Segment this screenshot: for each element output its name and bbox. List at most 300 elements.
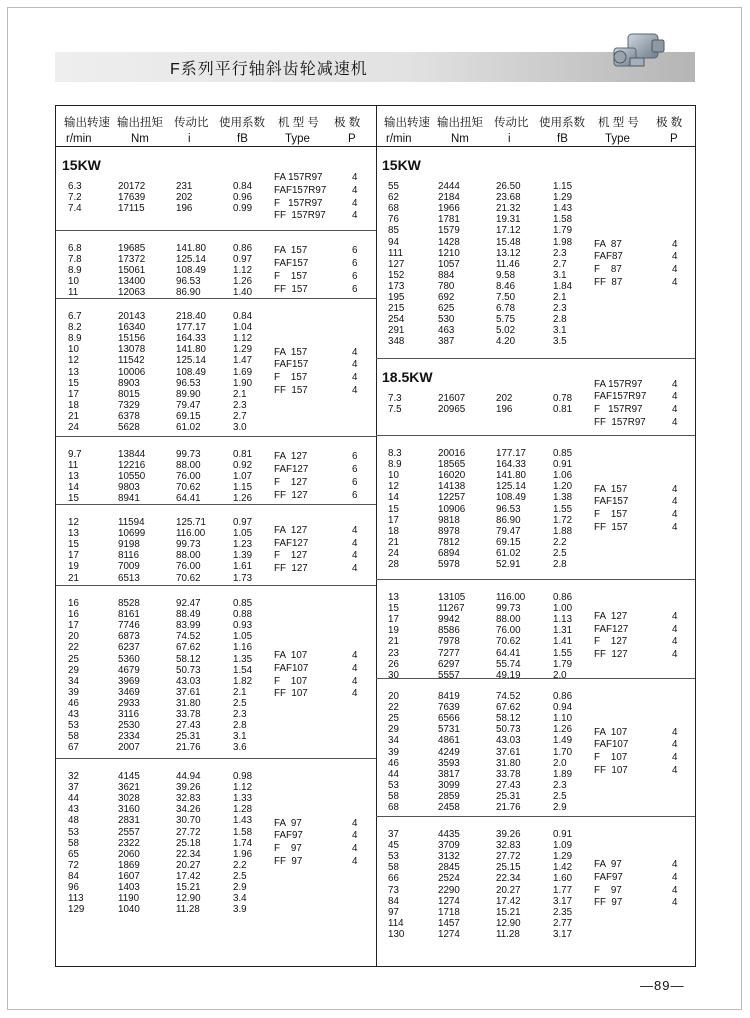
speed-cell: 97: [388, 906, 399, 918]
poles-cell: 4: [352, 359, 358, 371]
poles-cell: 4: [352, 210, 358, 222]
ratio-cell: 33.78: [176, 709, 201, 720]
torque-cell: 20016: [438, 448, 466, 459]
poles-cell: 4: [672, 858, 678, 870]
table-row: [56, 400, 376, 411]
model-type-cell: FF 127: [274, 563, 308, 575]
unit-torque: Nm: [131, 133, 149, 145]
type-row: [376, 264, 695, 275]
speed-cell: 19: [388, 625, 399, 637]
speed-cell: 17: [388, 614, 399, 626]
table-header-right: [376, 106, 695, 147]
service-factor-cell: 1.60: [553, 873, 573, 885]
table-row: [376, 802, 695, 813]
model-type-cell: FA 107: [274, 650, 308, 662]
ratio-cell: 74.52: [176, 631, 201, 643]
model-type-cell: FAF97: [594, 871, 623, 883]
poles-cell: 4: [352, 817, 358, 829]
service-factor-cell: 1.96: [233, 848, 253, 860]
service-factor-cell: 1.12: [233, 782, 253, 794]
speed-cell: 195: [388, 292, 405, 303]
type-row: [376, 897, 695, 908]
torque-cell: 16020: [438, 470, 466, 482]
torque-cell: 17115: [118, 203, 145, 215]
service-factor-cell: 0.86: [233, 243, 253, 254]
table-row: [376, 537, 695, 548]
type-row: [56, 563, 376, 574]
service-factor-cell: 1.07: [233, 471, 253, 483]
service-factor-cell: 0.94: [553, 702, 573, 714]
speed-cell: 18: [68, 399, 79, 411]
type-row: [56, 372, 376, 383]
model-type-cell: FAF127: [594, 623, 629, 635]
table-row: [376, 829, 695, 840]
header-ratio: 传动比: [494, 117, 529, 129]
table-row: [376, 659, 695, 670]
poles-cell: 6: [352, 270, 358, 282]
ratio-cell: 50.73: [176, 664, 201, 676]
service-factor-cell: 0.85: [553, 448, 573, 459]
service-factor-cell: 1.13: [553, 614, 573, 626]
table-row: [376, 325, 695, 336]
speed-cell: 58: [68, 731, 79, 743]
service-factor-cell: 3.17: [553, 895, 573, 907]
service-factor-cell: 1.28: [233, 804, 253, 816]
service-factor-cell: 2.2: [553, 536, 567, 548]
torque-cell: 1040: [118, 904, 140, 916]
ratio-cell: 25.31: [176, 731, 201, 743]
model-type-cell: F 157: [274, 270, 308, 282]
model-type-cell: FAF107: [274, 662, 309, 674]
torque-cell: 17639: [118, 192, 146, 204]
right-column: [376, 106, 695, 966]
service-factor-cell: 1.49: [553, 735, 573, 747]
speed-cell: 45: [388, 840, 399, 852]
speed-cell: 68: [388, 802, 399, 813]
table-row: [376, 702, 695, 713]
service-factor-cell: 2.0: [553, 669, 567, 681]
service-factor-cell: 0.91: [553, 459, 573, 471]
table-row: [376, 840, 695, 851]
speed-cell: 111: [388, 247, 403, 259]
header-type: 机 型 号: [278, 117, 319, 129]
table-row: [376, 225, 695, 236]
service-factor-cell: 2.8: [553, 314, 567, 326]
speed-cell: 7.2: [68, 192, 82, 204]
speed-cell: 11: [68, 460, 79, 472]
ratio-cell: 141.80: [176, 344, 206, 356]
speed-cell: 10: [388, 470, 399, 482]
service-factor-cell: 1.88: [553, 525, 573, 537]
table-row: [56, 573, 376, 584]
poles-cell: 4: [352, 662, 358, 674]
type-row: [376, 727, 695, 738]
type-row: [56, 477, 376, 488]
service-factor-cell: 1.00: [553, 603, 573, 615]
ratio-cell: 12.90: [176, 893, 201, 905]
torque-cell: 5557: [438, 669, 460, 681]
torque-cell: 6873: [118, 631, 140, 643]
speed-cell: 14: [68, 482, 79, 494]
ratio-cell: 96.53: [176, 276, 201, 288]
speed-cell: 94: [388, 236, 399, 248]
service-factor-cell: 1.12: [233, 265, 253, 277]
service-factor-cell: 2.1: [233, 686, 247, 698]
service-factor-cell: 2.9: [553, 802, 567, 813]
table-row: [56, 793, 376, 804]
service-factor-cell: 1.89: [553, 768, 573, 780]
torque-cell: 2557: [118, 826, 140, 838]
table-row: [376, 314, 695, 325]
header-service-factor: 使用系数: [219, 117, 265, 129]
poles-cell: 4: [672, 636, 678, 648]
speed-cell: 15: [388, 503, 399, 515]
unit-type: Type: [285, 133, 310, 145]
ratio-cell: 58.12: [176, 653, 201, 665]
service-factor-cell: 1.20: [553, 481, 573, 493]
torque-cell: 2290: [438, 884, 460, 896]
service-factor-cell: 1.26: [233, 493, 253, 505]
model-type-cell: F 127: [274, 476, 308, 488]
ratio-cell: 37.61: [176, 686, 201, 698]
torque-cell: 8978: [438, 525, 460, 537]
model-type-cell: F 97: [274, 843, 302, 855]
service-factor-cell: 1.79: [553, 225, 573, 237]
header-poles: 极 数: [334, 117, 361, 129]
ratio-cell: 64.41: [496, 647, 521, 659]
speed-cell: 114: [388, 917, 404, 929]
service-factor-cell: 2.35: [553, 906, 573, 918]
torque-cell: 8903: [118, 377, 140, 389]
torque-cell: 5978: [438, 559, 460, 570]
torque-cell: 1057: [438, 258, 460, 270]
table-row: [56, 771, 376, 782]
ratio-cell: 4.20: [496, 336, 516, 348]
service-factor-cell: 0.96: [233, 192, 253, 204]
torque-cell: 8419: [438, 691, 460, 702]
table-row: [56, 333, 376, 344]
type-row: [56, 538, 376, 549]
ratio-cell: 21.32: [496, 203, 521, 215]
ratio-cell: 92.47: [176, 598, 201, 609]
table-row: [376, 929, 695, 940]
torque-cell: 7009: [118, 561, 140, 573]
left-column: [56, 106, 377, 966]
torque-cell: 3709: [438, 840, 460, 852]
service-factor-cell: 2.5: [553, 790, 567, 802]
speed-cell: 6.8: [68, 243, 82, 254]
service-factor-cell: 1.54: [233, 664, 253, 676]
speed-cell: 25: [388, 713, 399, 725]
service-factor-cell: 1.05: [233, 528, 253, 540]
type-row: [376, 872, 695, 883]
poles-cell: 6: [352, 489, 358, 501]
torque-cell: 6513: [118, 572, 140, 584]
ratio-cell: 69.15: [496, 536, 521, 548]
speed-cell: 8.9: [388, 459, 402, 471]
table-row: [376, 592, 695, 603]
power-heading: 15KW: [382, 157, 421, 173]
table-header-left: [56, 106, 376, 147]
ratio-cell: 11.46: [496, 258, 520, 270]
speed-cell: 53: [388, 851, 399, 863]
poles-cell: 4: [672, 416, 678, 428]
speed-cell: 44: [388, 768, 399, 780]
service-factor-cell: 0.78: [553, 393, 573, 404]
ratio-cell: 177.17: [496, 448, 526, 459]
page-number: —89—: [640, 978, 685, 993]
speed-cell: 12: [68, 355, 79, 367]
speed-cell: 20: [388, 691, 399, 702]
table-row: [376, 336, 695, 347]
table-row: [56, 782, 376, 793]
type-row: [376, 251, 695, 262]
spec-block: [56, 147, 376, 230]
speed-cell: 10: [68, 276, 79, 288]
poles-cell: 4: [672, 871, 678, 883]
torque-cell: 12257: [438, 492, 466, 504]
type-row: [376, 885, 695, 896]
ratio-cell: 231: [176, 181, 193, 192]
ratio-cell: 125.14: [496, 481, 526, 493]
service-factor-cell: 2.1: [553, 292, 567, 303]
poles-cell: 6: [352, 283, 358, 295]
poles-cell: 4: [672, 521, 678, 533]
type-row: [56, 464, 376, 475]
service-factor-cell: 1.09: [553, 840, 573, 852]
type-row: [56, 688, 376, 699]
poles-cell: 4: [672, 764, 678, 776]
speed-cell: 48: [68, 815, 79, 827]
service-factor-cell: 2.5: [553, 547, 567, 559]
torque-cell: 10699: [118, 528, 146, 540]
service-factor-cell: 2.77: [553, 917, 573, 929]
type-row: [56, 550, 376, 561]
service-factor-cell: 0.98: [233, 771, 253, 782]
torque-cell: 884: [438, 269, 455, 281]
torque-cell: 10550: [118, 471, 146, 483]
speed-cell: 29: [68, 664, 79, 676]
type-row: [56, 347, 376, 358]
ratio-cell: 49.19: [496, 669, 521, 681]
model-type-cell: FA 127: [594, 610, 628, 622]
type-row: [56, 185, 376, 196]
ratio-cell: 70.62: [176, 482, 201, 494]
speed-cell: 15: [68, 377, 79, 389]
torque-cell: 3132: [438, 851, 460, 863]
speed-cell: 34: [68, 675, 79, 687]
ratio-cell: 23.68: [496, 192, 521, 204]
ratio-cell: 125.14: [176, 355, 206, 367]
speed-cell: 46: [388, 757, 399, 769]
torque-cell: 1190: [118, 893, 140, 905]
service-factor-cell: 3.1: [233, 731, 247, 743]
speed-cell: 53: [388, 779, 399, 791]
poles-cell: 4: [352, 524, 358, 536]
speed-cell: 37: [68, 782, 79, 794]
ratio-cell: 99.73: [496, 603, 521, 615]
speed-cell: 21: [68, 572, 79, 584]
torque-cell: 2322: [118, 837, 140, 849]
speed-cell: 66: [388, 873, 399, 885]
service-factor-cell: 0.97: [233, 517, 253, 528]
speed-cell: 291: [388, 325, 405, 337]
speed-cell: 24: [68, 422, 79, 433]
table-row: [376, 918, 695, 929]
model-type-cell: F 157: [594, 509, 628, 521]
speed-cell: 8.2: [68, 322, 82, 334]
torque-cell: 20965: [438, 404, 466, 416]
service-factor-cell: 1.73: [233, 572, 253, 584]
speed-cell: 17: [68, 550, 79, 562]
poles-cell: 4: [672, 623, 678, 635]
torque-cell: 2831: [118, 815, 140, 827]
torque-cell: 8116: [118, 550, 140, 562]
ratio-cell: 108.49: [176, 366, 206, 378]
header-speed: 输出转速: [384, 117, 430, 129]
torque-cell: 12063: [118, 287, 146, 299]
torque-cell: 3469: [118, 686, 140, 698]
table-row: [376, 691, 695, 702]
speed-cell: 24: [388, 547, 399, 559]
poles-cell: 4: [672, 726, 678, 738]
poles-cell: 6: [352, 245, 358, 257]
table-row: [56, 804, 376, 815]
type-row: [376, 391, 695, 402]
speed-cell: 7.8: [68, 254, 82, 266]
speed-cell: 30: [388, 669, 399, 681]
service-factor-cell: 1.31: [553, 625, 573, 637]
ratio-cell: 43.03: [496, 735, 521, 747]
ratio-cell: 61.02: [496, 547, 521, 559]
type-row: [56, 245, 376, 256]
speed-cell: 21: [388, 636, 399, 648]
torque-cell: 15156: [118, 333, 146, 345]
speed-cell: 254: [388, 314, 405, 326]
poles-cell: 4: [352, 563, 358, 575]
service-factor-cell: 1.10: [553, 713, 573, 725]
service-factor-cell: 1.16: [233, 642, 253, 654]
torque-cell: 12216: [118, 460, 146, 472]
ratio-cell: 88.00: [496, 614, 521, 626]
service-factor-cell: 3.0: [233, 422, 247, 433]
speed-cell: 84: [68, 870, 79, 882]
ratio-cell: 17.42: [176, 870, 201, 882]
service-factor-cell: 1.26: [233, 276, 253, 288]
ratio-cell: 76.00: [176, 561, 201, 573]
ratio-cell: 52.91: [496, 559, 521, 570]
torque-cell: 16340: [118, 322, 146, 334]
model-type-cell: FF 107: [274, 688, 308, 700]
torque-cell: 11542: [118, 355, 145, 367]
table-row: [376, 203, 695, 214]
model-type-cell: F 157: [274, 372, 308, 384]
type-row: [376, 611, 695, 622]
poles-cell: 4: [352, 830, 358, 842]
ratio-cell: 76.00: [176, 471, 201, 483]
table-row: [56, 742, 376, 753]
table-row: [56, 698, 376, 709]
unit-poles: P: [348, 133, 356, 145]
poles-cell: 4: [672, 277, 678, 288]
speed-cell: 15: [68, 539, 79, 551]
torque-cell: 4679: [118, 664, 140, 676]
model-type-cell: FA 107: [594, 726, 628, 738]
ratio-cell: 79.47: [176, 399, 201, 411]
speed-cell: 348: [388, 336, 405, 348]
speed-cell: 127: [388, 258, 405, 270]
type-row: [56, 830, 376, 841]
service-factor-cell: 0.81: [553, 404, 573, 416]
ratio-cell: 33.78: [496, 768, 521, 780]
speed-cell: 53: [68, 720, 79, 732]
ratio-cell: 17.12: [496, 225, 521, 237]
ratio-cell: 25.15: [496, 862, 521, 874]
header-unit-row: [376, 133, 695, 147]
torque-cell: 19685: [118, 243, 146, 254]
service-factor-cell: 2.8: [553, 559, 567, 570]
torque-cell: 5360: [118, 653, 140, 665]
torque-cell: 780: [438, 280, 455, 292]
type-row: [376, 277, 695, 288]
torque-cell: 9818: [438, 514, 460, 526]
ratio-cell: 13.12: [496, 247, 521, 259]
torque-cell: 1718: [438, 906, 460, 918]
ratio-cell: 25.18: [176, 837, 201, 849]
torque-cell: 9198: [118, 539, 140, 551]
speed-cell: 22: [388, 702, 399, 714]
speed-cell: 11: [68, 287, 79, 299]
ratio-cell: 67.62: [496, 702, 521, 714]
speed-cell: 173: [388, 280, 405, 292]
ratio-cell: 43.03: [176, 675, 201, 687]
service-factor-cell: 1.26: [553, 724, 573, 736]
unit-torque: Nm: [451, 133, 469, 145]
service-factor-cell: 2.1: [233, 388, 247, 400]
service-factor-cell: 1.42: [553, 862, 573, 874]
service-factor-cell: 2.7: [233, 410, 247, 422]
title-band: [55, 52, 695, 82]
type-row: [56, 856, 376, 867]
speed-cell: 13: [68, 528, 79, 540]
ratio-cell: 141.80: [176, 243, 206, 254]
ratio-cell: 74.52: [496, 691, 521, 702]
model-type-cell: FF 127: [274, 489, 308, 501]
model-type-cell: F 107: [594, 752, 628, 764]
torque-cell: 3969: [118, 675, 140, 687]
type-row: [376, 636, 695, 647]
torque-cell: 4861: [438, 735, 460, 747]
spec-table: [55, 105, 696, 967]
ratio-cell: 20.27: [176, 859, 201, 871]
speed-cell: 12: [388, 481, 399, 493]
torque-cell: 13105: [438, 592, 466, 603]
speed-cell: 53: [68, 826, 79, 838]
torque-cell: 4249: [438, 746, 460, 758]
header-type: 机 型 号: [598, 117, 639, 129]
service-factor-cell: 2.5: [233, 870, 247, 882]
spec-block: [376, 579, 695, 679]
ratio-cell: 58.12: [496, 713, 521, 725]
model-type-cell: FF 87: [594, 277, 623, 288]
model-type-cell: FF 157: [594, 521, 628, 533]
torque-cell: 2184: [438, 192, 460, 204]
table-row: [376, 548, 695, 559]
torque-cell: 2060: [118, 848, 140, 860]
service-factor-cell: 1.29: [233, 344, 253, 356]
power-heading: 15KW: [62, 157, 101, 173]
header-label-row: [56, 114, 376, 128]
